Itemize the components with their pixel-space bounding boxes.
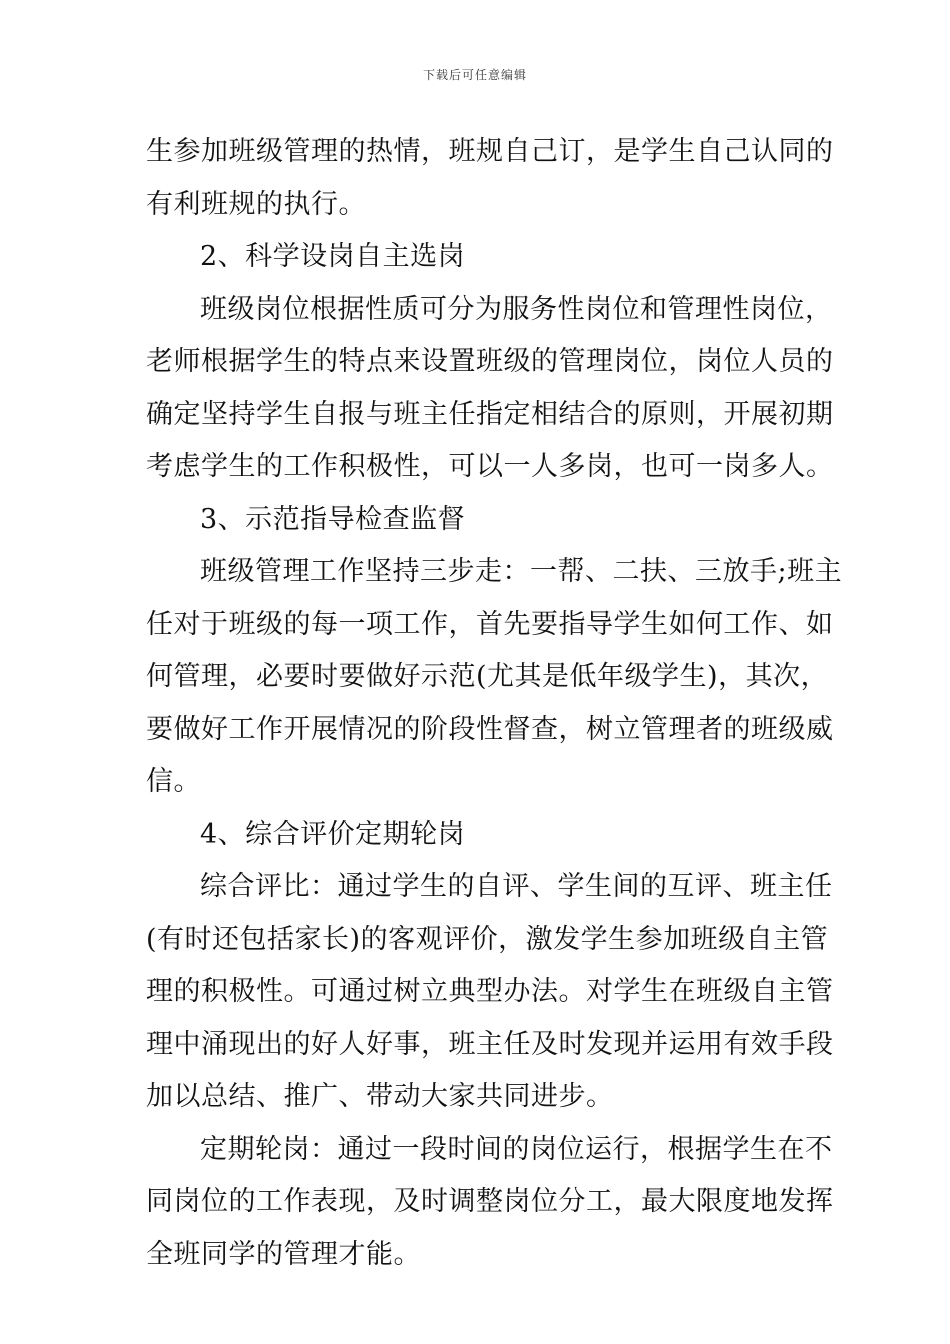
body-line: 生参加班级管理的热情，班规自己订，是学生自己认同的 bbox=[146, 136, 834, 167]
body-line: 全班同学的管理才能。 bbox=[146, 1238, 421, 1270]
body-line: 何管理，必要时要做好示范(尤其是低年级学生)，其次， bbox=[146, 661, 829, 692]
body-line: 要做好工作开展情况的阶段性督查，树立管理者的班级威 bbox=[146, 713, 834, 745]
body-line: 老师根据学生的特点来设置班级的管理岗位，岗位人员的 bbox=[146, 346, 834, 377]
section-heading: 2、科学设岗自主选岗 bbox=[200, 241, 466, 272]
body-line: 有利班规的执行。 bbox=[146, 188, 366, 220]
body-line: (有时还包括家长)的客观评价，激发学生参加班级自主管 bbox=[146, 923, 829, 955]
body-line: 班级管理工作坚持三步走：一帮、二扶、三放手;班主 bbox=[200, 556, 843, 587]
body-line: 班级岗位根据性质可分为服务性岗位和管理性岗位， bbox=[200, 293, 833, 325]
body-line: 确定坚持学生自报与班主任指定相结合的原则，开展初期 bbox=[146, 398, 834, 430]
body-line: 同岗位的工作表现，及时调整岗位分工，最大限度地发挥 bbox=[146, 1186, 834, 1217]
section-heading: 4、综合评价定期轮岗 bbox=[200, 818, 466, 850]
body-line: 考虑学生的工作积极性，可以一人多岗，也可一岗多人。 bbox=[146, 451, 834, 482]
page-header: 下载后可任意编辑 bbox=[422, 68, 527, 82]
body-line: 定期轮岗：通过一段时间的岗位运行，根据学生在不 bbox=[200, 1133, 833, 1165]
body-line: 理中涌现出的好人好事，班主任及时发现并运用有效手段 bbox=[146, 1028, 834, 1060]
section-heading: 3、示范指导检查监督 bbox=[200, 503, 466, 535]
body-line: 信。 bbox=[146, 766, 201, 797]
body-line: 加以总结、推广、带动大家共同进步。 bbox=[146, 1081, 614, 1112]
body-line: 综合评比：通过学生的自评、学生间的互评、班主任 bbox=[200, 871, 833, 902]
body-line: 理的积极性。可通过树立典型办法。对学生在班级自主管 bbox=[146, 976, 834, 1007]
document-body bbox=[146, 126, 843, 1281]
body-line: 任对于班级的每一项工作，首先要指导学生如何工作、如 bbox=[146, 608, 834, 640]
